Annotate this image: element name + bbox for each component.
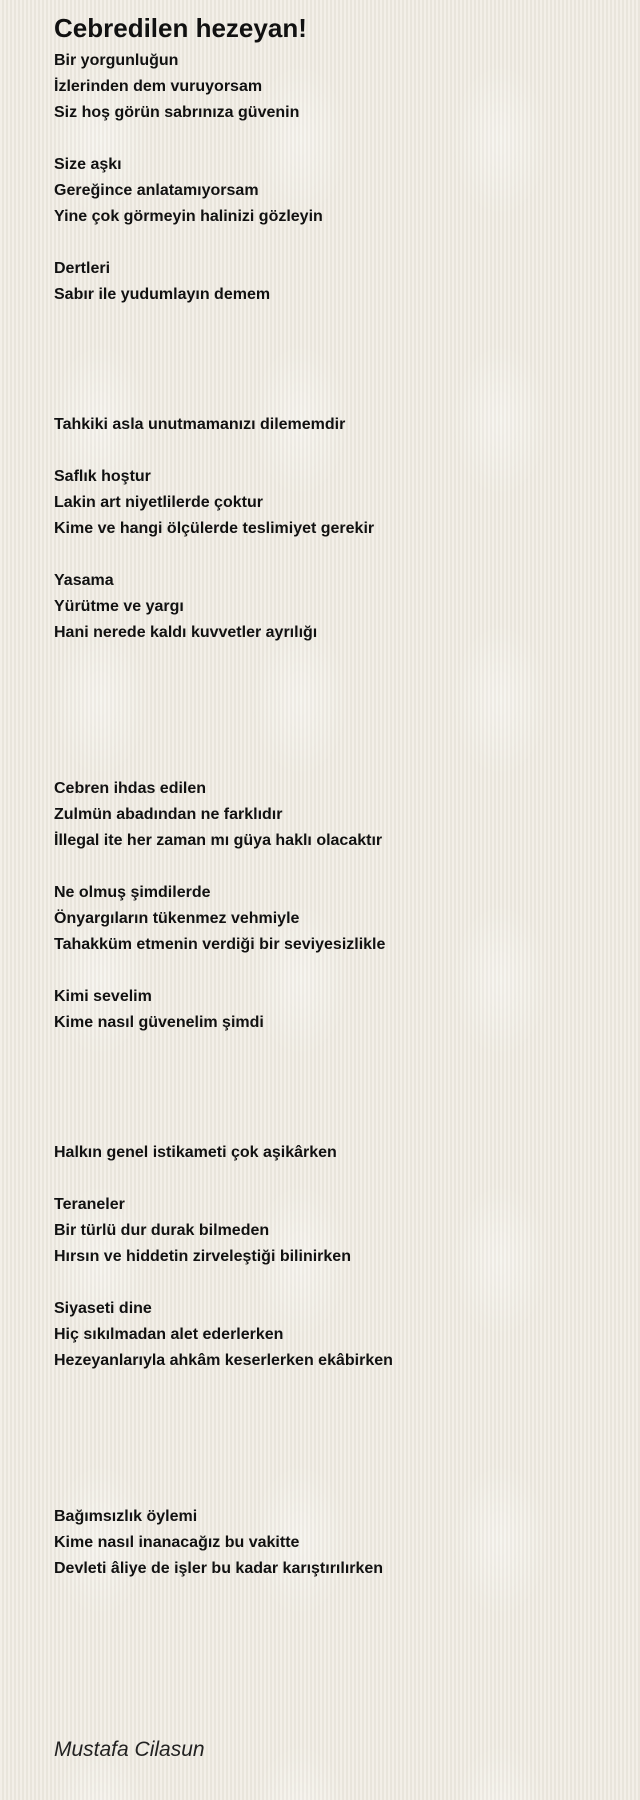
poem-author: Mustafa Cilasun [54, 1738, 205, 1761]
stanza-gap [54, 1036, 614, 1062]
poem-line: Yürütme ve yargı [54, 598, 184, 615]
poem-line: Lakin art niyetlilerde çoktur [54, 494, 263, 511]
stanza-gap [54, 1374, 614, 1400]
poem-line: Hani nerede kaldı kuvvetler ayrılığı [54, 624, 318, 641]
poem-line: Dertleri [54, 260, 111, 277]
poem-line: Kimi sevelim [54, 988, 152, 1005]
poem-line: Siyaseti dine [54, 1300, 152, 1317]
stanza-gap [54, 724, 614, 750]
stanza-gap [54, 230, 614, 256]
stanza-gap [54, 1478, 614, 1504]
stanza-gap [54, 698, 614, 724]
stanza-gap [54, 542, 614, 568]
poem-line: Kime nasıl güvenelim şimdi [54, 1014, 264, 1031]
stanza-gap [54, 854, 614, 880]
stanza-gap [54, 1062, 614, 1088]
poem-line: İllegal ite her zaman mı güya haklı olacaktır [54, 832, 383, 849]
poem-line: Önyargıların tükenmez vehmiyle [54, 910, 300, 927]
stanza-gap [54, 360, 614, 386]
poem-line: Gereğince anlatamıyorsam [54, 182, 259, 199]
poem-container [54, 0, 614, 1582]
poem-line: Sabır ile yudumlayın demem [54, 286, 271, 303]
poem-line: İzlerinden dem vuruyorsam [54, 78, 263, 95]
stanza-gap [54, 126, 614, 152]
poem-body [54, 48, 614, 1582]
poem-line: Tahakküm etmenin verdiği bir seviyesizlikle [54, 936, 386, 953]
poem-line: Bir yorgunluğun [54, 52, 179, 69]
poem-line: Size aşkı [54, 156, 122, 173]
stanza-gap [54, 1114, 614, 1140]
stanza-gap [54, 958, 614, 984]
poem-line: Cebren ihdas edilen [54, 780, 207, 797]
poem-line: Kime nasıl inanacağız bu vakitte [54, 1534, 300, 1551]
poem-line: Halkın genel istikameti çok aşikârken [54, 1144, 337, 1161]
stanza-gap [54, 438, 614, 464]
stanza-gap [54, 1088, 614, 1114]
stanza-gap [54, 672, 614, 698]
poem-line: Hiç sıkılmadan alet ederlerken [54, 1326, 284, 1343]
poem-line: Hırsın ve hiddetin zirveleştiği bilinirken [54, 1248, 351, 1265]
poem-title: Cebredilen hezeyan! [54, 13, 307, 43]
stanza-gap [54, 750, 614, 776]
stanza-gap [54, 386, 614, 412]
stanza-gap [54, 308, 614, 334]
poem-line: Teraneler [54, 1196, 125, 1213]
poem-line: Hezeyanlarıyla ahkâm keserlerken ekâbirken [54, 1352, 393, 1369]
poem-line: Bağımsızlık öylemi [54, 1508, 198, 1525]
poem-line: Saflık hoştur [54, 468, 151, 485]
stanza-gap [54, 1452, 614, 1478]
stanza-gap [54, 1270, 614, 1296]
poem-line: Kime ve hangi ölçülerde teslimiyet gerekir [54, 520, 375, 537]
stanza-gap [54, 1166, 614, 1192]
poem-line: Devleti âliye de işler bu kadar karıştırılırken [54, 1560, 384, 1577]
stanza-gap [54, 334, 614, 360]
poem-line: Yine çok görmeyin halinizi gözleyin [54, 208, 323, 225]
poem-line: Siz hoş görün sabrınıza güvenin [54, 104, 300, 121]
poem-line: Bir türlü dur durak bilmeden [54, 1222, 270, 1239]
stanza-gap [54, 1426, 614, 1452]
poem-line: Zulmün abadından ne farklıdır [54, 806, 283, 823]
stanza-gap [54, 1400, 614, 1426]
stanza-gap [54, 646, 614, 672]
poem-line: Yasama [54, 572, 114, 589]
poem-line: Tahkiki asla unutmamanızı dilememdir [54, 416, 346, 433]
poem-line: Ne olmuş şimdilerde [54, 884, 211, 901]
